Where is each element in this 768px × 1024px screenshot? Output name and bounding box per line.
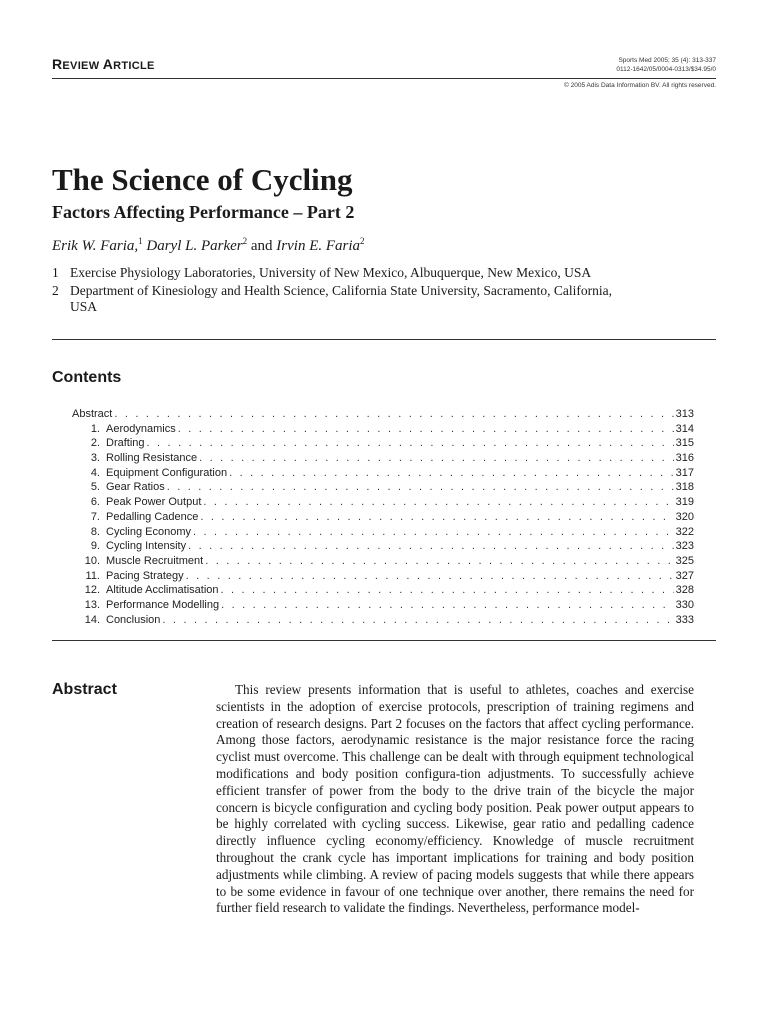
toc-entry-number: 3. bbox=[90, 452, 100, 465]
toc-entry bbox=[72, 599, 694, 614]
author-3 bbox=[276, 238, 364, 254]
toc-entry-number: 13. bbox=[84, 598, 100, 611]
toc-entry-label: Performance Modelling bbox=[106, 598, 220, 611]
toc-entry-page: 328 bbox=[675, 584, 694, 597]
toc-entry bbox=[72, 437, 694, 452]
toc-entry-label: Cycling Intensity bbox=[106, 540, 187, 553]
affiliations bbox=[52, 265, 612, 317]
journal-meta bbox=[616, 56, 716, 74]
section-rule bbox=[52, 640, 716, 641]
toc-entry-number: 14. bbox=[84, 613, 100, 626]
toc-leader-dots bbox=[221, 584, 674, 596]
toc-entry-page: 315 bbox=[675, 437, 694, 450]
toc-entry bbox=[72, 511, 694, 526]
author-3-affil-mark: 2 bbox=[360, 236, 365, 246]
author-1-affil-mark: 1 bbox=[138, 236, 143, 246]
toc-entry-page: 319 bbox=[675, 496, 694, 509]
toc-entry-number: 8. bbox=[90, 525, 100, 538]
toc-entry-number: 11. bbox=[85, 569, 100, 582]
author-1 bbox=[52, 238, 143, 254]
toc-entry-label: Abstract bbox=[72, 408, 113, 420]
author-1-name: Erik W. Faria, bbox=[52, 238, 139, 254]
author-list bbox=[52, 236, 365, 255]
toc-leader-dots bbox=[221, 599, 674, 611]
toc-entry-page: 318 bbox=[675, 481, 694, 494]
section-rule bbox=[52, 339, 716, 340]
toc-entry-number: 12. bbox=[84, 584, 100, 597]
author-3-name: Irvin E. Faria bbox=[276, 238, 361, 254]
toc-entry-page: 314 bbox=[675, 422, 694, 435]
toc-leader-dots bbox=[178, 423, 674, 435]
toc-entry-label: Rolling Resistance bbox=[106, 452, 198, 465]
abstract-heading: Abstract bbox=[52, 681, 117, 698]
toc-leader-dots bbox=[229, 467, 674, 479]
toc-entry bbox=[72, 467, 694, 482]
toc-leader-dots bbox=[186, 570, 674, 582]
label-initial-r: R bbox=[52, 56, 63, 72]
toc-entry-label: Equipment Configuration bbox=[106, 466, 228, 479]
toc-entry-label: Gear Ratios bbox=[106, 481, 165, 494]
and-word: and bbox=[250, 238, 273, 254]
affiliation bbox=[52, 265, 612, 281]
label-rest-article: RTICLE bbox=[113, 60, 155, 72]
toc-entry-page: 317 bbox=[675, 466, 694, 479]
toc-entry bbox=[72, 481, 694, 496]
toc-leader-dots bbox=[167, 481, 674, 493]
toc-entry-label: Conclusion bbox=[106, 613, 161, 626]
toc-leader-dots bbox=[199, 452, 674, 464]
toc-entry-label: Pacing Strategy bbox=[106, 569, 184, 582]
toc-leader-dots bbox=[200, 511, 673, 523]
toc-entry bbox=[72, 452, 694, 467]
toc-entry-label: Muscle Recruitment bbox=[106, 554, 204, 567]
copyright-notice: © 2005 Adis Data Information BV. All rights reserved. bbox=[564, 82, 716, 89]
label-rest-review: EVIEW bbox=[62, 60, 100, 72]
affiliation bbox=[52, 283, 612, 315]
toc-entry-page: 323 bbox=[675, 540, 694, 553]
article-type-label bbox=[52, 56, 155, 72]
toc-entry bbox=[72, 584, 694, 599]
toc-entry-label: Drafting bbox=[106, 437, 145, 450]
label-initial-a: A bbox=[102, 56, 114, 72]
toc-entry-page: 322 bbox=[675, 525, 694, 538]
affiliation-number: 1 bbox=[52, 265, 59, 280]
toc-leader-dots bbox=[147, 437, 674, 449]
toc-entry bbox=[72, 408, 694, 423]
toc-entry bbox=[72, 614, 694, 629]
toc-entry bbox=[72, 555, 694, 570]
toc-entry-label: Aerodynamics bbox=[106, 422, 176, 435]
toc-entry-page: 330 bbox=[675, 598, 694, 611]
toc-entry-page: 325 bbox=[675, 554, 694, 567]
toc-entry-number: 10. bbox=[84, 554, 100, 567]
toc-entry bbox=[72, 496, 694, 511]
citation: Sports Med 2005; 35 (4): 313-337 bbox=[618, 57, 716, 64]
article-title: The Science of Cycling bbox=[52, 162, 353, 197]
affiliation-text: Department of Kinesiology and Health Science, California State University, Sacramento, California, USA bbox=[70, 283, 612, 314]
article-subtitle: Factors Affecting Performance – Part 2 bbox=[52, 202, 355, 222]
toc-entry-number: 9. bbox=[90, 540, 100, 553]
header-rule bbox=[52, 78, 716, 79]
toc-entry-number: 1. bbox=[90, 422, 100, 435]
toc-entry bbox=[72, 423, 694, 438]
toc-entry-page: 320 bbox=[675, 510, 694, 523]
affiliation-text: Exercise Physiology Laboratories, University of New Mexico, Albuquerque, New Mexico, USA bbox=[70, 265, 592, 280]
toc-leader-dots bbox=[162, 614, 673, 626]
toc-entry-page: 333 bbox=[675, 613, 694, 626]
toc-entry-label: Peak Power Output bbox=[106, 496, 202, 509]
toc-entry-number: 4. bbox=[90, 466, 100, 479]
toc-entry-number: 6. bbox=[90, 496, 100, 509]
toc-entry-page: 327 bbox=[675, 569, 694, 582]
contents-heading: Contents bbox=[52, 369, 122, 386]
abstract-text: This review presents information that is useful to athletes, coaches and exercise scientists in the adoption of exercise protocols, prescription of training regimens and creation of research designs. Part 2 focuses on the factors that affect cycling performance. Among those factors, aerodynamic resistance is the major resistance force the racing cyclist must overcome. This challenge can be dealt with through equipment technological modifications and body position configura-tion adjustments. To successfully achieve efficient transfer of power from the body to the drive train of the bicycle the major concern is bicycle configuration and cycling body position. Peak power output appears to be highly correlated with cycling success. Likewise, gear ratio and pedalling cadence directly influence cycling economy/efficiency. Knowledge of muscle recruitment throughout the crank cycle has important implications for training and body position adjustments while climbing. A review of pacing models suggests that while there appears to be some evidence in favour of one technique over another, there remains the need for further field research to validate the findings. Nevertheless, performance model- bbox=[216, 682, 694, 916]
toc-entry-label: Pedalling Cadence bbox=[106, 510, 199, 523]
toc-leader-dots bbox=[203, 496, 673, 508]
toc-leader-dots bbox=[188, 540, 674, 552]
toc-entry-number: 5. bbox=[90, 481, 100, 494]
author-2-name: Daryl L. Parker bbox=[146, 238, 243, 254]
toc-entry-label: Altitude Acclimatisation bbox=[106, 584, 219, 597]
toc-entry-number: 7. bbox=[90, 510, 100, 523]
toc-entry-page: 316 bbox=[675, 452, 694, 465]
toc-leader-dots bbox=[193, 526, 674, 538]
toc-leader-dots bbox=[205, 555, 673, 567]
toc-entry bbox=[72, 540, 694, 555]
author-2 bbox=[146, 238, 247, 254]
issn: 0112-1642/05/0004-0313/$34.95/0 bbox=[616, 66, 716, 73]
toc-entry bbox=[72, 570, 694, 585]
author-2-affil-mark: 2 bbox=[242, 236, 248, 246]
table-of-contents bbox=[72, 408, 694, 628]
toc-entry bbox=[72, 526, 694, 541]
affiliation-number: 2 bbox=[52, 283, 59, 298]
toc-entry-number: 2. bbox=[90, 437, 100, 450]
toc-entry-label: Cycling Economy bbox=[106, 525, 191, 538]
toc-entry-page: 313 bbox=[675, 408, 694, 420]
toc-leader-dots bbox=[114, 408, 673, 420]
